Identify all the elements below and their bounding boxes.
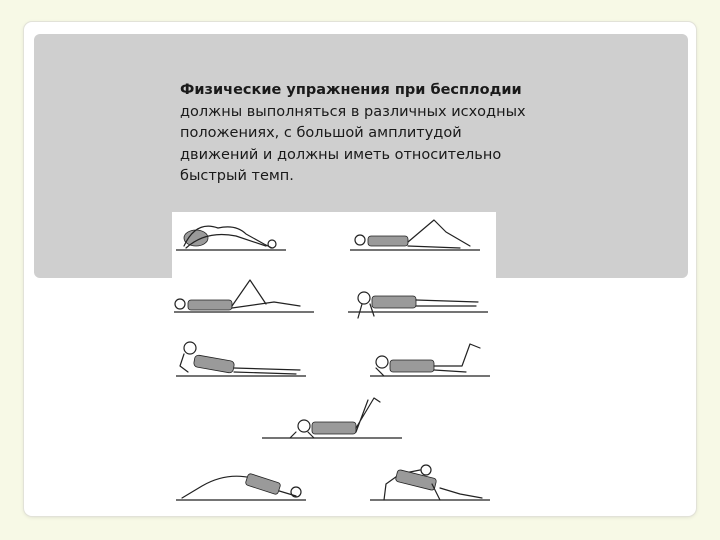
exercise-supine-knee-raise — [174, 276, 314, 316]
exercise-prone-chest-lift — [176, 340, 306, 380]
slide-text-regular: должны выполняться в различных исходных положениях, с большой амплитудой движений и должны иметь относительно быстрый темп. — [180, 103, 526, 184]
exercise-all-fours-knee-bend — [370, 464, 490, 504]
slide-text — [180, 80, 540, 188]
exercise-kneeling-forward-stretch — [176, 464, 306, 504]
exercise-prone-leg-bend — [370, 340, 490, 380]
slide-text-bold: Физические упражнения при бесплодии — [180, 82, 522, 98]
exercise-prone-arms-forward — [348, 276, 488, 320]
exercise-supine-leg-bend — [350, 214, 480, 254]
exercise-illustration — [172, 212, 496, 512]
exercise-bridge-arch — [176, 214, 286, 254]
exercise-prone-both-legs-up — [262, 392, 402, 442]
